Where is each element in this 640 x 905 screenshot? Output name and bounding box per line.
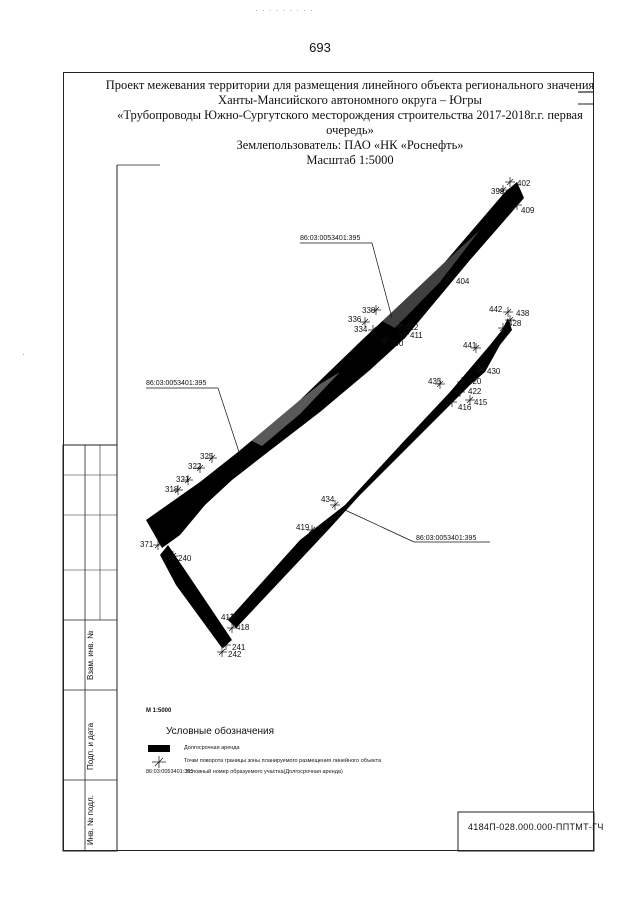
side-stamp-inv: Инв. № подл. — [86, 795, 95, 845]
title-line-3: «Трубопроводы Южно-Сургутского месторождения строительства 2017-2018г.г. первая — [117, 108, 583, 122]
drawing-code: 4184П-028.000.000-ППТМТ-ГЧ — [468, 822, 604, 832]
point-label: 417 — [221, 613, 235, 622]
title-line-5: Землепользователь: ПАО «НК «Роснефть» — [236, 138, 464, 152]
point-label: 442 — [489, 305, 503, 314]
point-label: 441 — [463, 341, 477, 350]
point-label: 412 — [405, 323, 419, 332]
legend-item-cad-text: Условный номер образуемого участка(Долгосрочная аренда) — [186, 769, 343, 775]
point-label: 240 — [178, 554, 192, 563]
point-label: 334 — [354, 325, 368, 334]
legend-item-lease: Долгосрочная аренда — [184, 745, 240, 751]
legend-item-points: Точки поворота границы зоны планируемого размещения линейного объекта — [184, 758, 382, 764]
scan-mark: · — [22, 350, 25, 359]
legend-title: Условные обозначения — [166, 726, 275, 737]
point-label: 338 — [362, 306, 376, 315]
point-label: 321 — [176, 475, 190, 484]
point-label: 428 — [508, 319, 522, 328]
side-stamp-vzam: Взам. инв. № — [86, 630, 95, 680]
corridor-main — [146, 182, 524, 648]
cadastral-number-label: 86:03:0053401:395 — [146, 380, 207, 387]
title-line-6: Масштаб 1:5000 — [306, 153, 394, 167]
point-label: 318 — [165, 485, 179, 494]
point-label: 390 — [390, 339, 404, 348]
cadastral-number-label: 86:03:0053401:395 — [300, 235, 361, 242]
point-label: 418 — [236, 623, 250, 632]
point-label: 416 — [458, 403, 472, 412]
header-stamp: · · · · · · · · · — [255, 6, 314, 15]
point-label: 404 — [456, 277, 470, 286]
legend-item-cad-code: 86:03:0053401:395 — [146, 769, 194, 775]
page-number: 693 — [309, 40, 331, 55]
cadastral-number-label: 86:03:0053401:395 — [416, 535, 477, 542]
point-label: 336 — [348, 315, 362, 324]
point-label: 411 — [410, 331, 423, 340]
point-label: 435 — [428, 377, 442, 386]
point-label: 422 — [468, 387, 482, 396]
side-stamp-sign: Подп. и дата — [86, 722, 95, 770]
title-line-4: очередь» — [326, 123, 374, 137]
point-label: 399 — [491, 187, 505, 196]
point-label: 371 — [140, 540, 154, 549]
point-label: 241 — [232, 643, 246, 652]
point-label: 242 — [228, 650, 242, 659]
point-label: 434 — [321, 495, 335, 504]
legend-fill-swatch — [148, 745, 170, 752]
point-label: 430 — [487, 367, 501, 376]
point-label: 322 — [188, 462, 202, 471]
title-line-1: Проект межевания территории для размещения линейного объекта регионального значения — [105, 78, 595, 92]
point-label: 438 — [516, 309, 530, 318]
legend-cross-icon — [152, 756, 166, 768]
scale-note: М 1:5000 — [146, 708, 172, 714]
point-label: 409 — [521, 206, 535, 215]
point-label: 419 — [296, 523, 310, 532]
point-label: 402 — [517, 179, 531, 188]
point-label: 420 — [468, 377, 482, 386]
title-line-2: Ханты-Мансийского автономного округа – Югры — [218, 93, 482, 107]
point-label: 325 — [200, 452, 214, 461]
point-label: 415 — [474, 398, 488, 407]
